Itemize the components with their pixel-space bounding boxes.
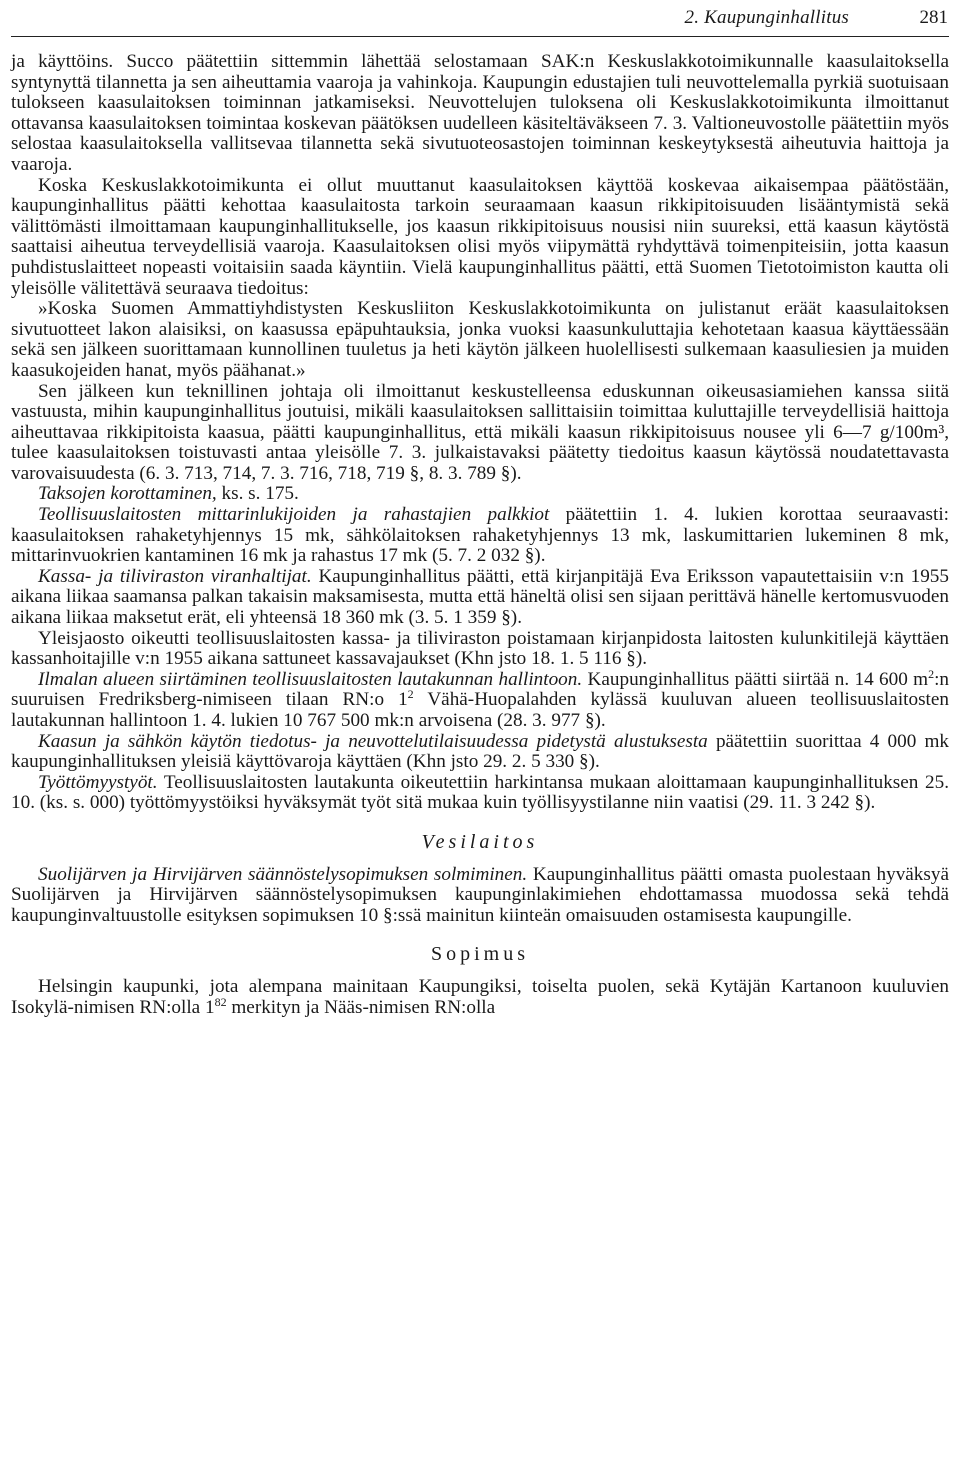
paragraph-title: Teollisuuslaitosten mittarinlukijoiden ja rahastajien palkkiot xyxy=(38,504,550,526)
document-page xyxy=(11,0,949,1460)
section-heading-sopimus: Sopimus xyxy=(430,943,530,966)
paragraph-text: Kaupunginhallitus päätti omasta puolestaan hyväksyä Suolijärven ja Hirvijärven säännöstelysopimuksen kaupunginlakimiehen ehdottamassa muodossa sekä tehdä kaupunginvaltuustolle esityksen sopimuksen 10 §:ssä mainitun kiinteän omaisuuden ostamisesta kaupungille. xyxy=(11,863,949,926)
paragraph xyxy=(11,773,949,814)
paragraph-text: Vähä-Huopalahden kylässä kuuluvan alueen teollisuuslaitosten lautakunnan hallintoon 1. 4. lukien 10 767 500 mk:n arvoisena (28. 3. 977 §). xyxy=(11,689,949,731)
running-header xyxy=(11,0,949,37)
paragraph-title: Ilmalan alueen siirtäminen teollisuuslaitosten lautakunnan hallintoon. xyxy=(38,668,583,690)
paragraph-title: Taksojen korottaminen, xyxy=(38,483,217,505)
paragraph xyxy=(11,732,949,773)
paragraph-text: Kaupunginhallitus päätti, että kirjanpitäjä Eva Eriksson vapautettaisiin v:n 1955 aikana liikaa saamansa palkan takaisin maksamisesta, mutta että häneltä olisi sen sijaan perittävä hänelle kertomusvuoden aikana liikaa maksetut erät, eli yhteensä 18 360 mk (3. 5. 1 359 §). xyxy=(11,565,949,629)
paragraph-title: Kassa- ja tiliviraston viranhaltijat. xyxy=(38,565,312,587)
superscript: 2 xyxy=(928,666,935,681)
paragraph: ja käyttöins. Succo päätettiin sittemmin lähettää selostamaan SAK:n Keskuslakkotoimikunnalle kaasulaitoksella syntynyttä tilannetta ja sen aiheuttamia vaaroja ja vahinkoja. Kaupungin edustajien tuli neuvottelemalla pyrkiä suotuisaan tulokseen kaasulaitoksen toiminnan jatkamiseksi. Neuvottelujen tuloksena oli Keskuslakkotoimikunta ilmoittanut ottavansa kaasulaitoksen toimintaa koskevan päätöksen uudelleen käsiteltäväkseen 7. 3. Valtioneuvostolle päätettiin myös selostaa kaasulaitoksella vallitsevaa tilannetta sekä sivutuoteosastojen toiminnan keskeytyksestä aiheutuvia haittoja ja vaaroja. xyxy=(11,51,949,175)
paragraph xyxy=(11,484,949,505)
paragraph-text: päätettiin 1. 4. lukien korottaa seuraavasti: kaasulaitoksen rahaketyhjennys 15 mk, sähkölaitoksen rahaketyhjennys 13 mk, laskumittarien lukeminen 8 mk, mittarinvuokrien kantaminen 16 mk ja rahastus 17 mk (5. 7. 2 032 §). xyxy=(11,504,949,567)
paragraph xyxy=(11,505,949,567)
paragraph-text: Helsingin kaupunki, jota alempana mainitaan Kaupungiksi, toiselta puolen, sekä Kytäjän Kartanoon kuuluvien Isokylä-nimisen RN:olla 1 xyxy=(11,975,949,1018)
superscript: 2 xyxy=(407,687,414,702)
paragraph xyxy=(11,666,949,732)
paragraph-title: Kaasun ja sähkön käytön tiedotus- ja neuvottelutilaisuudessa pidetystä alustuksesta xyxy=(38,730,708,752)
paragraph-text: päätettiin suorittaa 4 000 mk kaupunginhallituksen yleisiä käyttövaroja käyttäen (Khn jsto 29. 2. 5 330 §). xyxy=(11,730,950,773)
quoted-notice: »Koska Suomen Ammattiyhdistysten Keskusliiton Keskuslakkotoimikunta on julistanut eräät kaasulaitoksen sivutuotteet lakon alaisiksi, on kaasussa epäpuhtauksia, jonka vuoksi kaasunkuluttajia kehotetaan kaasua käyttäessään sekä sen jälkeen suorittamaan kunnollinen tuuletus ja heti käytön jälkeen huolellisesti sulkemaan kaasuliesien ja muiden kaasukojeiden hanat, myös päähanat.» xyxy=(11,298,949,381)
paragraph xyxy=(11,865,949,927)
paragraph: Yleisjaosto oikeutti teollisuuslaitosten kassa- ja tiliviraston poistamaan kirjanpidosta laitosten kulunkitilejä käyttäen kassanhoitajille v:n 1955 aikana sattuneet kassavajaukset (Khn jsto 18. 1. 5 116 §). xyxy=(11,627,949,670)
paragraph-text: ks. s. 175. xyxy=(216,483,299,505)
paragraph-title: Työttömyystyöt. xyxy=(38,771,158,793)
paragraph xyxy=(11,567,949,629)
paragraph xyxy=(11,977,949,1018)
paragraph-text: merkityn ja Nääs-nimisen RN:olla xyxy=(226,996,496,1018)
section-title: 2. Kaupunginhallitus xyxy=(684,7,849,28)
paragraph: Koska Keskuslakkotoimikunta ei ollut muuttanut kaasulaitoksen käyttöä koskevaa aikaisempaa päätöstään, kaupunginhallitus päätti kehottaa kaasulaitosta tarkoin seuraamaan kaasun rikkipitoisuuden lisääntymistä sekä välittömästi ilmoittamaan kaupunginhallitukselle, jos kaasun rikkipitoisuus nousisi niin suureksi, että kaasun käytöstä saattaisi aiheutua terveydellisiä vaaroja. Kaasulaitoksen olisi myös viipymättä ryhdyttävä toimenpiteisiin, jotta kaasun puhdistuslaitteet nopeasti voitaisiin saada käyntiin. Vielä kaupunginhallitus päätti, että Suomen Tietotoimiston kautta oli yleisölle välitettävä seuraava tiedoitus: xyxy=(11,174,949,299)
superscript: 82 xyxy=(214,994,227,1009)
paragraph: Sen jälkeen kun teknillinen johtaja oli ilmoittanut keskustelleensa eduskunnan oikeusasiamiehen kanssa siitä vastuusta, mihin kaupunginhallitus joutuisi, mikäli kaasulaitoksen sallittaisiin toimittaa kuluttajille terveydellisiä haittoja aiheuttavaa rikkipitoista kaasua, päätti kaupunginhallitus, että mikäli kaasun rikkipitoisuus nousee yli 6—7 g/100m³, tulee kaasulaitoksen toistuvasti antaa yleisölle 7. 3. julkaistavaksi päätetty tiedoitus kaasun käytössä noudatettavasta varovaisuudesta (6. 3. 713, 714, 7. 3. 716, 718, 719 §, 8. 3. 789 §). xyxy=(11,380,949,484)
paragraph-text: :n suuruisen Fredriksberg-nimiseen tilaan RN:o 1 xyxy=(11,668,949,711)
paragraph-text: Teollisuuslaitosten lautakunta oikeutettiin harkintansa mukaan aloittamaan kaupunginhallituksen 25. 10. (ks. s. 000) työttömyystöiksi hyväksymät työt sitä mukaa kuin työllisyystilanne niin vaatisi (29. 11. 3 242 §). xyxy=(11,771,949,814)
paragraph-text: Kaupunginhallitus päätti siirtää n. 14 600 m xyxy=(582,668,929,690)
page-number: 281 xyxy=(919,7,948,28)
paragraph-title: Suolijärven ja Hirvijärven säännöstelysopimuksen solmiminen. xyxy=(38,863,528,885)
body-text xyxy=(11,52,949,1018)
section-heading-vesilaitos: Vesilaitos xyxy=(421,830,539,853)
